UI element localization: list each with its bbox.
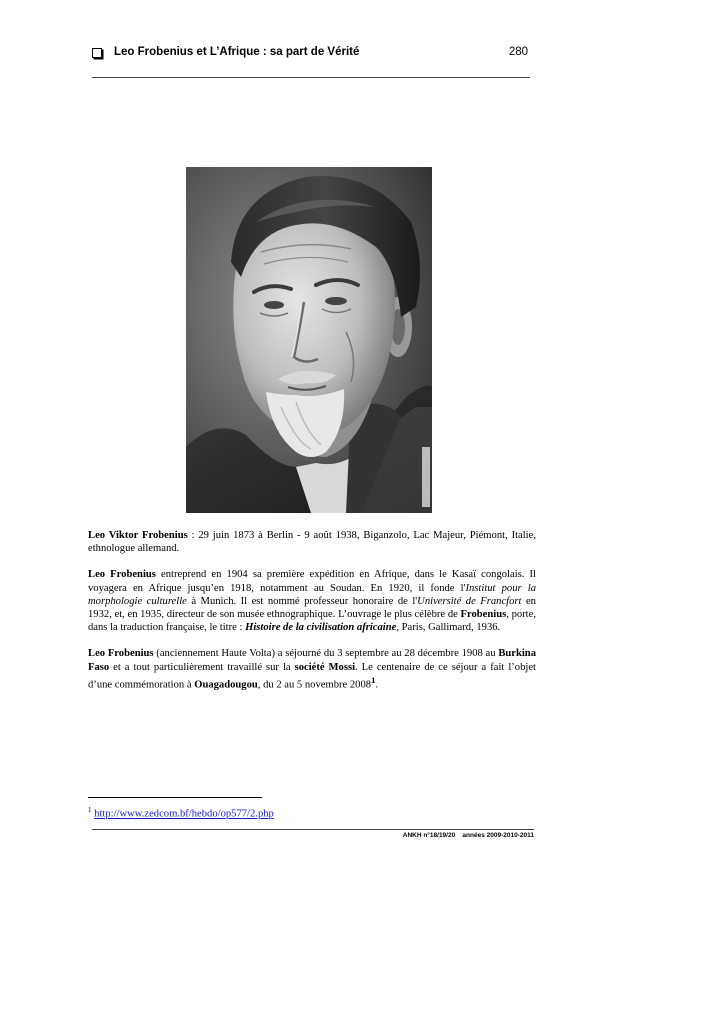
header-title: Leo Frobenius et L’Afrique : sa part de Vérité — [114, 46, 360, 58]
person-name: Leo Frobenius — [88, 648, 154, 660]
footer-divider — [92, 829, 534, 830]
paragraph-text: (anciennement Haute Volta) a séjourné du 3 septembre au 28 décembre 1908 au — [153, 648, 499, 660]
footnote-divider — [88, 797, 262, 798]
city-name: Ouagadougou — [194, 679, 258, 691]
footnote-reference[interactable]: 1 — [371, 674, 376, 685]
footnote-link[interactable]: http://www.zedcom.bf/hebdo/op577/2.php — [94, 808, 274, 820]
header-divider — [92, 77, 530, 78]
paragraph-burkina — [88, 647, 536, 691]
paragraph-text: en 1932, et, en 1935, directeur de son musée ethnographique. L’ouvrage le plus célèbre de — [88, 595, 536, 621]
person-name: Frobenius — [460, 609, 507, 621]
paragraph-text: entreprend en 1904 sa première expédition en Afrique, dans le Kasaï congolais. Il voyagera en Afrique jusqu’en 1918, notamment au Soudan. En 1920, il fonde l' — [88, 569, 536, 594]
portrait-illustration — [186, 167, 432, 513]
paragraph-text: , porte, dans la traduction française, le titre : — [88, 609, 536, 634]
country-name: Burkina Faso — [88, 648, 536, 673]
paragraph-text: : 29 juin 1873 à Berlin - 9 août 1938, Biganzolo, Lac Majeur, Piémont, Italie, ethnologue allemand. — [88, 530, 536, 555]
institute-name: Institut pour la morphologie culturelle — [88, 582, 536, 607]
page-footer: ANKH n°18/19/20 années 2009-2010-2011 — [402, 832, 534, 839]
paragraph-birth-death — [88, 529, 536, 555]
page-number: 280 — [508, 46, 528, 58]
page-header — [92, 46, 528, 64]
person-name: Leo Viktor Frobenius — [88, 530, 188, 541]
footnote — [88, 804, 274, 821]
society-name: société Mossi — [294, 661, 356, 673]
portrait-photo — [186, 167, 432, 513]
university-name: Université de Francfort — [417, 595, 522, 607]
paragraph-text: , Paris, Gallimard, 1936. — [396, 622, 501, 634]
paragraph-career — [88, 568, 536, 634]
footnote-number: 1 — [88, 806, 92, 814]
book-title: Histoire de la civilisation africaine — [245, 622, 397, 634]
paragraph-text: . Le centenaire de ce séjour a fait l’objet d’une commémoration à — [88, 661, 536, 691]
paragraph-text: , du 2 au 5 novembre 2008 — [257, 679, 372, 691]
paragraph-text: à Munich. Il est nommé professeur honoraire de l' — [186, 595, 418, 607]
paragraph-text: et a tout particulièrement travaillé sur la — [109, 661, 295, 673]
person-name: Leo Frobenius — [88, 569, 156, 581]
checkbox-square-icon — [92, 48, 102, 58]
body-text — [88, 529, 536, 692]
paragraph-text: . — [375, 679, 379, 691]
